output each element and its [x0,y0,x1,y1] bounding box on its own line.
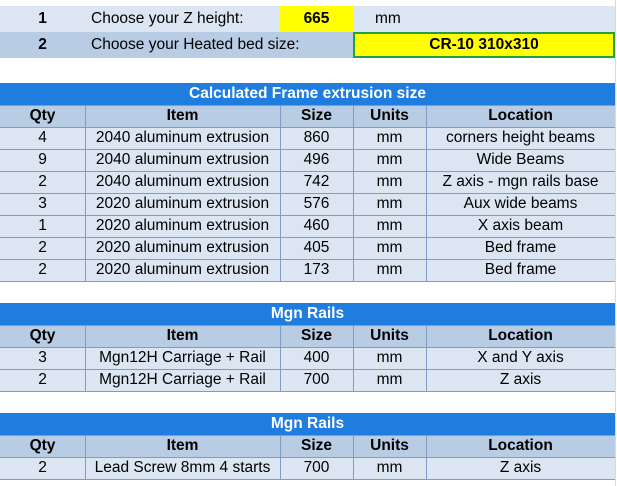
table-cell-units: mm [353,171,426,193]
gridline [0,347,615,348]
table-cell-units: mm [353,259,426,281]
gridline [0,127,615,128]
table-cell-qty: 2 [0,237,85,259]
table-cell-item: 2020 aluminum extrusion [85,193,280,215]
gridline [0,435,615,436]
gridline [85,325,86,391]
gridline [0,369,615,370]
gridline [0,281,615,282]
gridline [353,105,354,281]
table-cell-location: Z axis - mgn rails base [426,171,615,193]
table-cell-qty: 2 [0,369,85,391]
table-cell-location: Z axis [426,457,615,479]
table-cell-item: Lead Screw 8mm 4 starts [85,457,280,479]
z-height-unit: mm [353,6,615,32]
gridline [0,391,615,392]
table-cell-units: mm [353,457,426,479]
table-cell-item: 2020 aluminum extrusion [85,237,280,259]
gridline [0,457,615,458]
table-cell-location: Z axis [426,369,615,391]
col-header-location: Location [426,325,615,347]
bed-size-select[interactable]: CR-10 310x310 [353,32,615,58]
col-header-location: Location [426,435,615,457]
table-cell-qty: 2 [0,457,85,479]
col-header-item: Item [85,325,280,347]
gridline [85,105,86,281]
table-cell-size: 496 [280,149,353,171]
table-cell-units: mm [353,193,426,215]
gridline [280,105,281,281]
config-row1-number: 1 [0,6,85,32]
gridline [0,193,615,194]
table-cell-item: 2020 aluminum extrusion [85,259,280,281]
table-cell-units: mm [353,127,426,149]
table-cell-qty: 1 [0,215,85,237]
bed-size-label: Choose your Heated bed size: [85,32,353,58]
gridline [353,325,354,391]
col-header-units: Units [353,435,426,457]
gridline [0,171,615,172]
z-height-label: Choose your Z height: [85,6,280,32]
table-cell-size: 400 [280,347,353,369]
col-header-size: Size [280,105,353,127]
col-header-units: Units [353,325,426,347]
gridline [353,435,354,479]
gridline [280,435,281,479]
table-cell-size: 405 [280,237,353,259]
gridline [0,479,615,480]
table-cell-size: 860 [280,127,353,149]
table-cell-qty: 3 [0,347,85,369]
table-cell-location: Bed frame [426,259,615,281]
gridline [426,105,427,281]
table-cell-qty: 3 [0,193,85,215]
gridline [426,325,427,391]
table-cell-units: mm [353,215,426,237]
screws-table [0,413,615,480]
table-cell-qty: 2 [0,171,85,193]
table-cell-location: Wide Beams [426,149,615,171]
frame-table-title: Calculated Frame extrusion size [0,83,615,105]
gridline [426,435,427,479]
frame-table [0,83,615,282]
table-cell-qty: 2 [0,259,85,281]
gridline [0,105,615,106]
table-cell-item: 2020 aluminum extrusion [85,215,280,237]
table-cell-location: Bed frame [426,237,615,259]
table-cell-location: Aux wide beams [426,193,615,215]
col-header-size: Size [280,325,353,347]
col-header-qty: Qty [0,105,85,127]
table-cell-item: Mgn12H Carriage + Rail [85,369,280,391]
gridline [0,215,615,216]
gridline [615,0,616,486]
table-cell-size: 460 [280,215,353,237]
col-header-qty: Qty [0,435,85,457]
gridline [0,325,615,326]
config-section [0,6,617,58]
table-cell-qty: 9 [0,149,85,171]
col-header-location: Location [426,105,615,127]
gridline [0,237,615,238]
table-cell-item: 2040 aluminum extrusion [85,127,280,149]
table-cell-units: mm [353,369,426,391]
table-cell-units: mm [353,347,426,369]
screws-table-title: Mgn Rails [0,413,615,435]
table-cell-size: 742 [280,171,353,193]
rails-table-title: Mgn Rails [0,303,615,325]
table-cell-item: 2040 aluminum extrusion [85,171,280,193]
rails-table [0,303,615,392]
table-cell-location: X and Y axis [426,347,615,369]
col-header-size: Size [280,435,353,457]
col-header-qty: Qty [0,325,85,347]
col-header-units: Units [353,105,426,127]
config-row2-number: 2 [0,32,85,58]
table-cell-item: 2040 aluminum extrusion [85,149,280,171]
table-cell-item: Mgn12H Carriage + Rail [85,347,280,369]
gridline [0,149,615,150]
table-cell-units: mm [353,149,426,171]
z-height-input[interactable]: 665 [280,6,353,32]
table-cell-size: 700 [280,457,353,479]
table-cell-size: 700 [280,369,353,391]
table-cell-size: 576 [280,193,353,215]
gridline [0,259,615,260]
table-cell-size: 173 [280,259,353,281]
col-header-item: Item [85,435,280,457]
table-cell-location: X axis beam [426,215,615,237]
table-cell-units: mm [353,237,426,259]
table-cell-qty: 4 [0,127,85,149]
gridline [85,435,86,479]
gridline [280,325,281,391]
col-header-item: Item [85,105,280,127]
table-cell-location: corners height beams [426,127,615,149]
